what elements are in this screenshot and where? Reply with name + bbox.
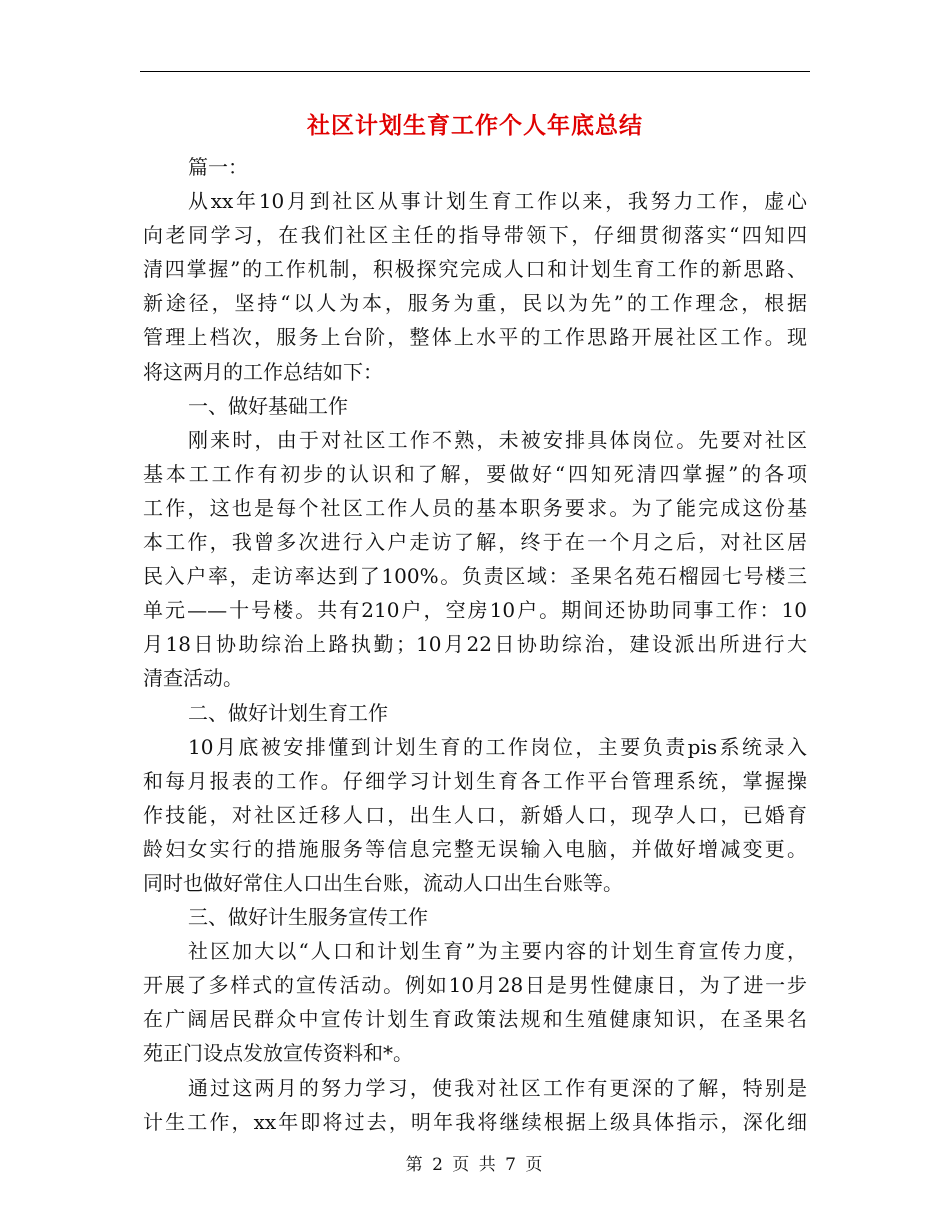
body-line: 向老同学习，在我们社区主任的指导带领下，仔细贯彻落实“四知四	[143, 223, 807, 248]
page-number-footer: 第 2 页 共 7 页	[405, 1155, 545, 1175]
body-line: 10月底被安排懂到计划生育的工作岗位，主要负责pis系统录入	[188, 734, 807, 759]
document-title: 社区计划生育工作个人年底总结	[307, 112, 643, 139]
body-line: 新途径，坚持“以人为本，服务为重，民以为先”的工作理念，根据	[143, 291, 807, 316]
body-line: 和每月报表的工作。仔细学习计划生育各工作平台管理系统，掌握操	[143, 768, 807, 793]
body-line: 清四掌握”的工作机制，积极探究完成人口和计划生育工作的新思路、	[143, 257, 807, 282]
body-line: 工作，这也是每个社区工作人员的基本职务要求。为了能完成这份基	[143, 495, 807, 520]
body-line: 苑正门设点发放宣传资料和*。	[143, 1041, 413, 1066]
body-line: 龄妇女实行的措施服务等信息完整无误输入电脑，并做好增减变更。	[143, 836, 807, 861]
body-line: 开展了多样式的宣传活动。例如10月28日是男性健康日，为了进一步	[143, 973, 807, 998]
body-line: 同时也做好常住人口出生台账，流动人口出生台账等。	[143, 870, 623, 895]
body-line: 清查活动。	[143, 666, 243, 691]
body-line: 社区加大以“人口和计划生育”为主要内容的计划生育宣传力度，	[188, 939, 807, 964]
body-line: 篇一：	[188, 155, 248, 179]
body-line: 月18日协助综治上路执勤；10月22日协助综治，建设派出所进行大	[143, 632, 807, 657]
body-line: 将这两月的工作总结如下：	[143, 359, 383, 384]
body-line: 通过这两月的努力学习，使我对社区工作有更深的了解，特别是	[188, 1075, 807, 1100]
body-line: 在广阔居民群众中宣传计划生育政策法规和生殖健康知识，在圣果名	[143, 1007, 807, 1032]
body-line: 单元——十号楼。共有210户，空房10户。期间还协助同事工作：10	[143, 598, 807, 623]
body-line: 基本工工作有初步的认识和了解，要做好“四知死清四掌握”的各项	[143, 461, 807, 486]
body-line: 本工作，我曾多次进行入户走访了解，终于在一个月之后，对社区居	[143, 530, 807, 555]
body-line: 作技能，对社区迁移人口，出生人口，新婚人口，现孕人口，已婚育	[143, 802, 807, 827]
body-line: 三、做好计生服务宣传工作	[188, 905, 428, 930]
body-line: 民入户率，走访率达到了100%。负责区域：圣果名苑石榴园七号楼三	[143, 564, 807, 589]
body-line: 刚来时，由于对社区工作不熟，未被安排具体岗位。先要对社区	[188, 427, 807, 452]
body-line: 一、做好基础工作	[188, 393, 348, 418]
body-line: 从xx年10月到社区从事计划生育工作以来，我努力工作，虚心	[188, 189, 807, 214]
header-rule	[140, 71, 810, 72]
body-line: 二、做好计划生育工作	[188, 700, 388, 725]
document-body	[143, 150, 807, 1139]
body-line: 管理上档次，服务上台阶，整体上水平的工作思路开展社区工作。现	[143, 325, 807, 350]
body-line: 计生工作，xx年即将过去，明年我将继续根据上级具体指示，深化细	[143, 1109, 807, 1134]
